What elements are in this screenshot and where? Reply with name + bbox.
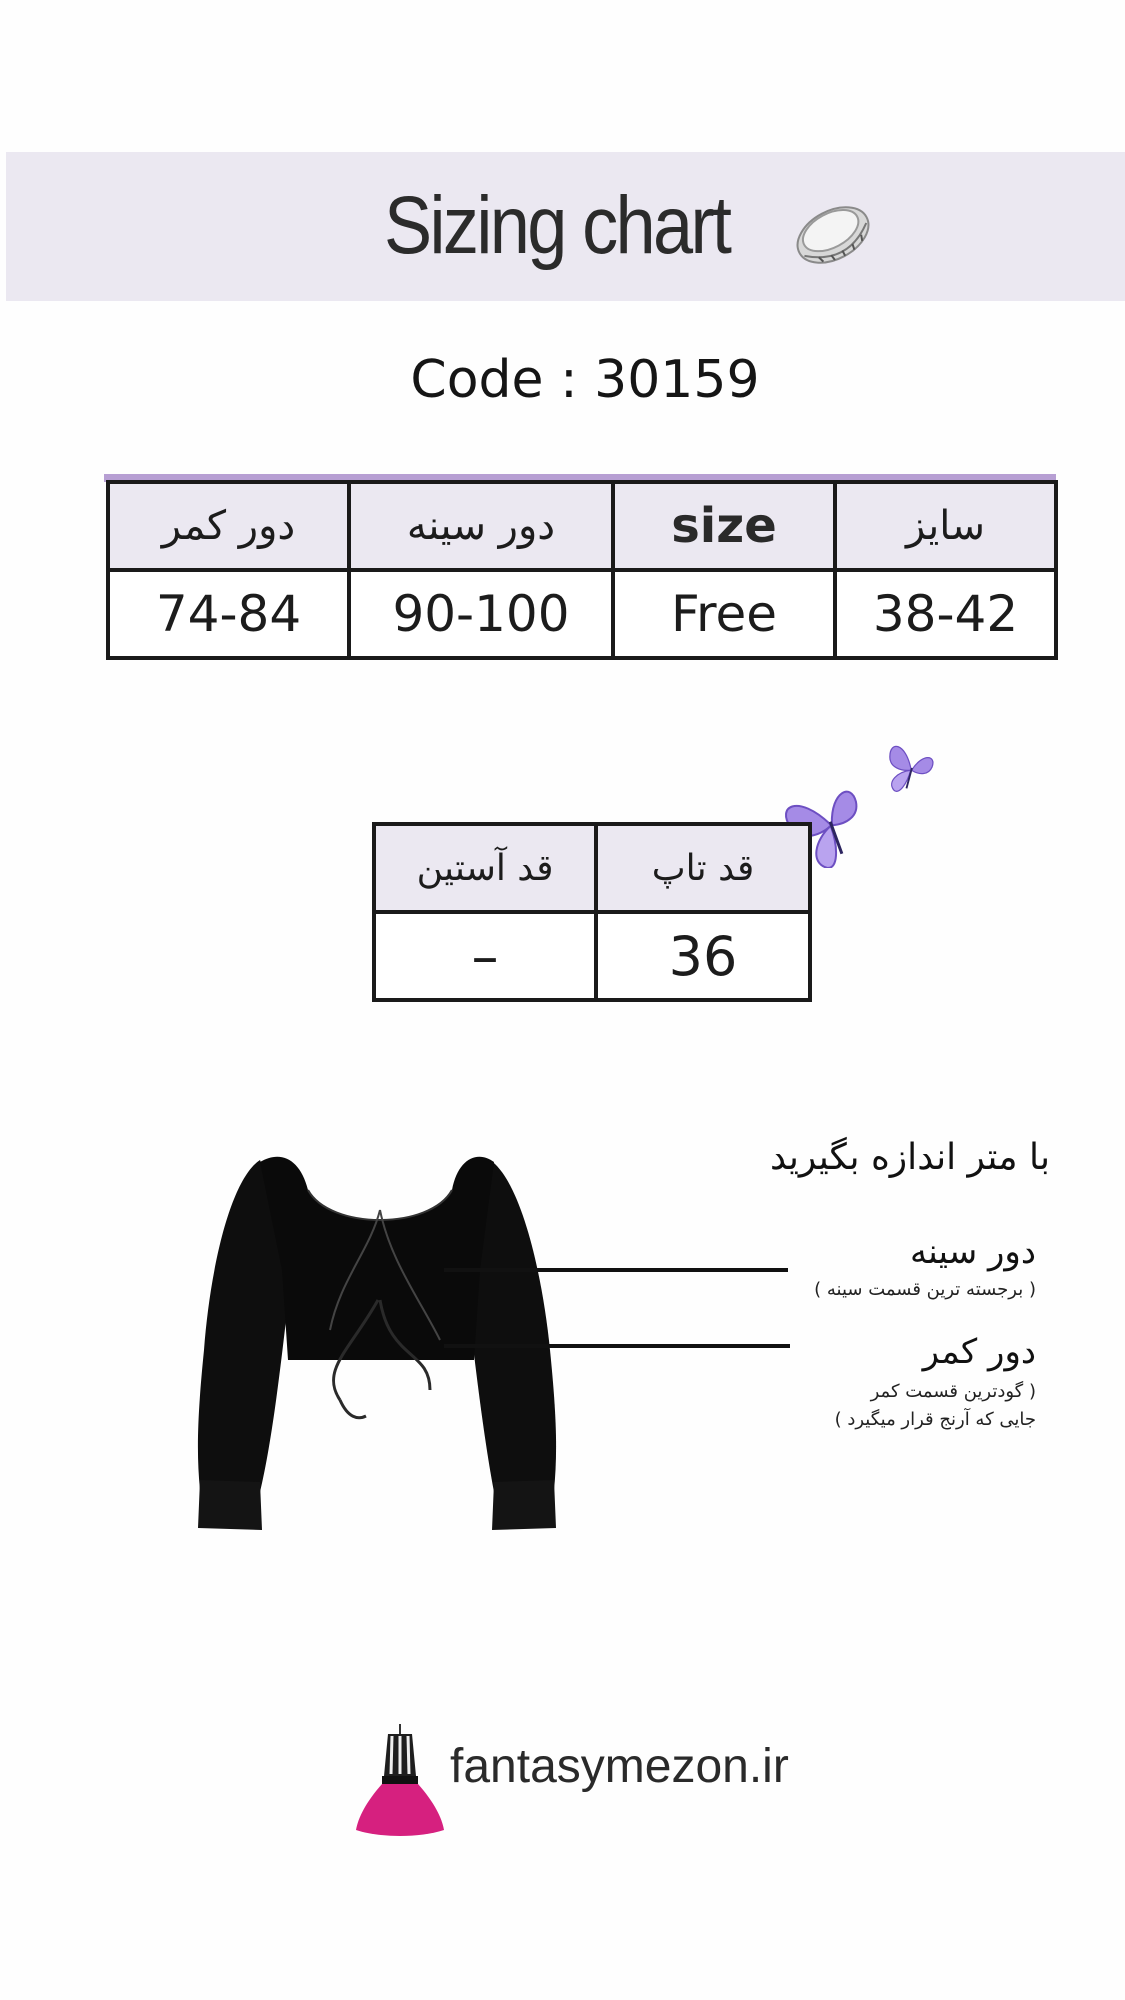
length-table-row <box>374 912 810 1000</box>
product-code-separator: : <box>560 350 578 410</box>
length-table <box>372 822 812 1002</box>
page-title: Sizing chart <box>384 180 730 271</box>
waist-measurement-note-line-1: ( گودترین قسمت کمر <box>870 1381 1036 1402</box>
length-table-cell-top-length: 36 <box>596 912 810 1000</box>
product-code <box>320 345 850 415</box>
size-table-header-size-en: size <box>613 482 835 570</box>
length-table-header-sleeve: قد آستین <box>374 824 596 912</box>
chest-measurement-label: دور سینه <box>909 1232 1036 1272</box>
product-code-value: 30159 <box>594 350 760 410</box>
size-table-header-size-fa: سایز <box>835 482 1056 570</box>
chest-measurement-line <box>444 1268 788 1272</box>
size-table-header-waist: دور کمر <box>108 482 349 570</box>
length-table-cell-sleeve: – <box>374 912 596 1000</box>
size-table-cell-eu-size: 38-42 <box>835 570 1056 658</box>
dress-logo-icon <box>350 1722 450 1840</box>
size-table-cell-chest: 90-100 <box>349 570 613 658</box>
product-code-label: Code <box>410 350 544 410</box>
size-table-header-row <box>108 482 1056 570</box>
waist-measurement-line <box>444 1344 790 1348</box>
measuring-tape-icon <box>786 190 880 280</box>
waist-measurement-note-line-2: جایی که آرنج قرار میگیرد ) <box>834 1409 1036 1430</box>
size-table-row <box>108 570 1056 658</box>
waist-measurement-label: دور کمر <box>922 1332 1036 1372</box>
size-table <box>106 480 1058 660</box>
size-table-cell-waist: 74-84 <box>108 570 349 658</box>
chest-measurement-note: ( برجسته ترین قسمت سینه ) <box>814 1279 1036 1300</box>
length-table-header-top-length: قد تاپ <box>596 824 810 912</box>
brand-website[interactable]: fantasymezon.ir <box>450 1740 789 1793</box>
size-table-cell-size: Free <box>613 570 835 658</box>
measure-instruction-title: با متر اندازه بگیرید <box>769 1137 1050 1178</box>
size-table-header-chest: دور سینه <box>349 482 613 570</box>
length-table-header-row <box>374 824 810 912</box>
